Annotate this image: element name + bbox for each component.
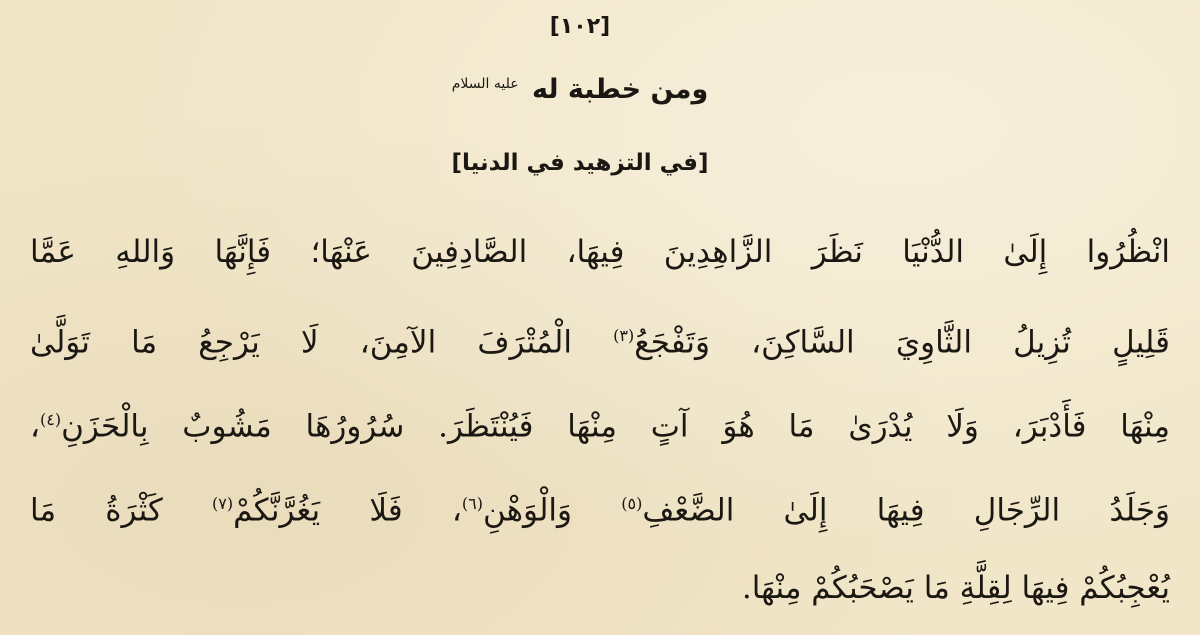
footnote-marker: (٣) [613,326,635,345]
body-text [30,210,1170,630]
text-segment: وَجَلَدُ الرِّجَالِ فِيهَا إِلَىٰ الضَّعْفِ [642,492,1170,529]
text-segment: مِنْهَا فَأَدْبَرَ، وَلَا يُدْرَىٰ مَا هُوَ آتٍ مِنْهَا فَيُنْتَظَرَ. سُرُورُهَا مَشُوبٌ بِالْحَزَنِ [61,408,1170,445]
text-segment: ، [30,408,41,445]
text-segment: وَالْوَهْنِ [483,492,622,529]
sermon-heading [0,74,1160,105]
text-segment: كَثْرَةُ مَا [30,492,212,529]
page-number: [١٠٢] [549,14,611,39]
text-line [30,210,1170,294]
text-segment: قَلِيلٍ تُزِيلُ الثَّاوِيَ السَّاكِنَ، وَتَفْجَعُ [634,324,1171,361]
honorific-mark: عليه السلام [451,76,519,92]
text-line [30,294,1170,378]
text-segment: يُعْجِبُكُمْ فِيهَا لِقِلَّةِ مَا يَصْحَبُكُمْ مِنْهَا. [741,570,1170,606]
text-segment: ، فَلَا يَغُرَّنَّكُمْ [233,492,462,529]
heading-text: ومن خطبة له [531,74,709,105]
text-segment: الْمُتْرَفَ الآمِنَ، لَا يَرْجِعُ مَا تَوَلَّىٰ [30,324,614,361]
footnote-marker: (٤) [40,410,62,429]
text-line [30,462,1170,546]
footnote-marker: (٦) [461,494,484,513]
sermon-subheading: [في التزهيد في الدنيا] [451,150,709,176]
text-segment: انْظُرُوا إِلَىٰ الدُّنْيَا نَظَرَ الزَّاهِدِينَ فِيهَا، الصَّادِفِينَ عَنْهَا؛ فَإِنَّهَا وَاللهِ عَمَّا [30,234,1170,270]
footnote-marker: (٥) [621,494,643,513]
footnote-marker: (٧) [211,494,234,513]
text-line [30,546,1170,630]
text-line [30,378,1170,462]
